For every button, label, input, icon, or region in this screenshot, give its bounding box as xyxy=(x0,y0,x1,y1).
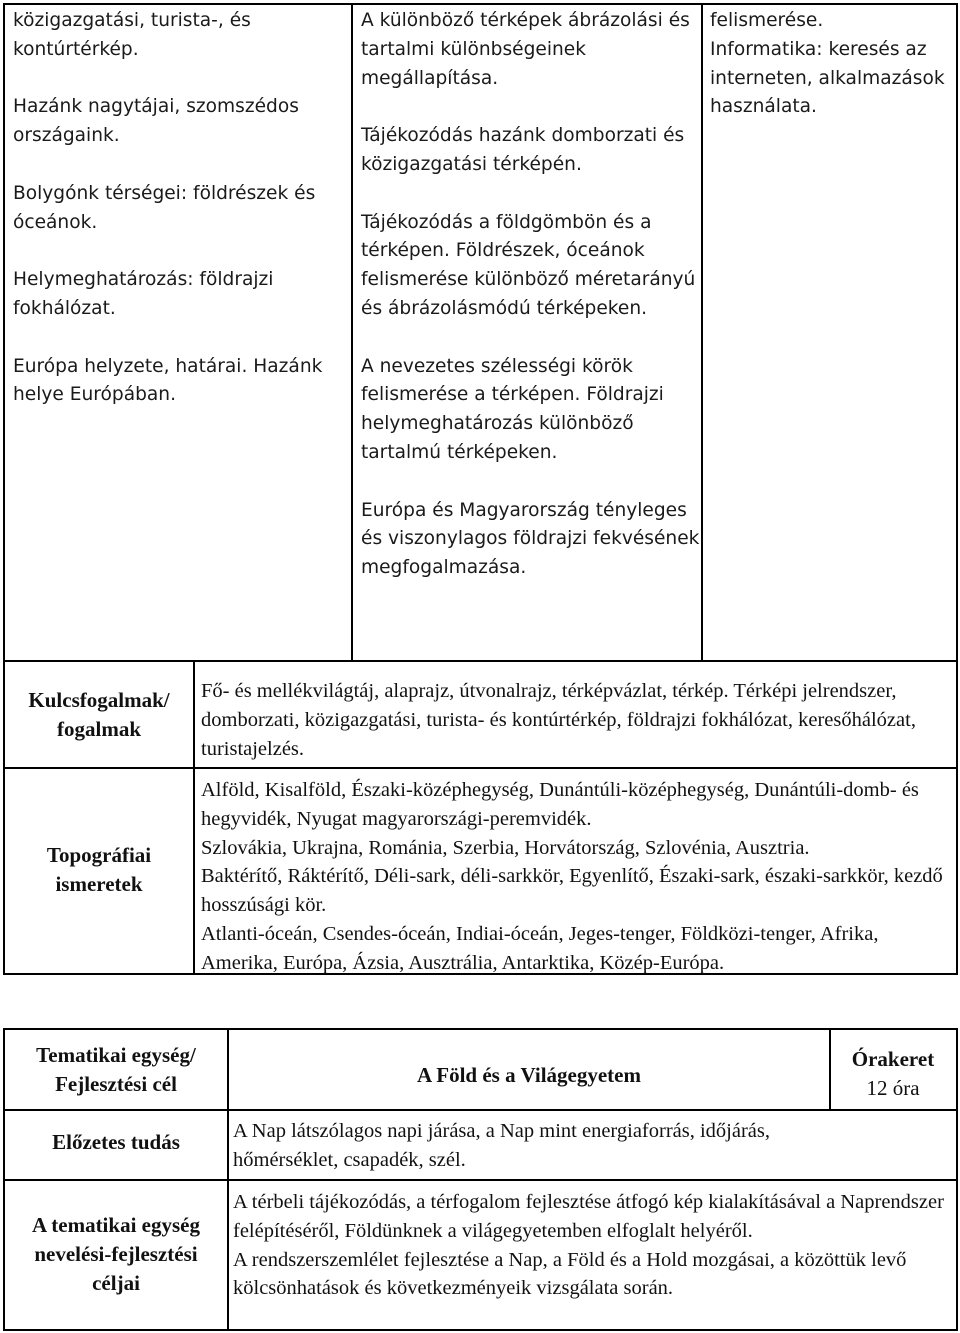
activity-paragraph: Tájékozódás a földgömbön és a térképen. Földrészek, óceánok felismerése különböző méretarányú és ábrázolásmódú térképeken. xyxy=(361,211,696,319)
column-divider xyxy=(193,660,195,975)
connections-column xyxy=(710,7,955,122)
table-border-right xyxy=(956,3,958,975)
content-paragraph: Bolygónk térségei: földrészek és óceánok. xyxy=(13,182,316,233)
connection-paragraph: felismerése. xyxy=(710,10,824,31)
content-paragraph: Helymeghatározás: földrajzi fokhálózat. xyxy=(13,269,274,319)
orakeret-label: Órakeret xyxy=(851,1047,935,1071)
celok-text xyxy=(233,1188,951,1303)
content-paragraph: közigazgatási, turista-, és kontúrtérkép. xyxy=(13,10,251,60)
connection-paragraph: Informatika: keresés az interneten, alkalmazások használata. xyxy=(710,38,945,118)
row-divider xyxy=(3,1179,958,1181)
row-divider xyxy=(3,1109,958,1111)
table-border-top xyxy=(3,1028,958,1030)
topo-line: Atlanti-óceán, Csendes-óceán, Indiai-óceán, Jeges-tenger, Földközi-tenger, Afrika, Amerika, Európa, Ázsia, Ausztrália, Antarktika, Közép-Európa. xyxy=(201,922,879,974)
table-border-left xyxy=(3,3,5,975)
unit-table xyxy=(3,1028,958,1331)
tematikai-egyseg-label: Tematikai egység/ Fejlesztési cél xyxy=(36,1043,196,1096)
activity-paragraph: Európa és Magyarország tényleges és viszonylagos földrajzi fekvésének megfogalmazása. xyxy=(361,499,700,579)
activity-paragraph: A nevezetes szélességi körök felismerése a térképen. Földrajzi helymeghatározás különböző tartalmú térképeken. xyxy=(361,355,664,463)
topo-line: Szlovákia, Ukrajna, Románia, Szerbia, Horvátország, Szlovénia, Ausztria. xyxy=(201,836,810,859)
orakeret-value: 12 óra xyxy=(866,1075,920,1100)
table-border-top xyxy=(3,3,958,5)
activities-column xyxy=(361,7,701,583)
topografiai-text xyxy=(201,776,953,978)
row-divider xyxy=(3,660,958,662)
elozetes-tudas-label: Előzetes tudás xyxy=(52,1130,180,1154)
content-paragraph: Hazánk nagytájai, szomszédos országaink. xyxy=(13,96,299,147)
column-divider xyxy=(701,3,703,661)
elozetes-tudas-text: A Nap látszólagos napi járása, a Nap mint energiaforrás, időjárás, hőmérséklet, csapadék, szél. xyxy=(233,1120,770,1171)
topo-line: Baktérítő, Ráktérítő, Déli-sark, déli-sarkkör, Egyenlítő, Északi-sark, északi-sarkkör, kezdő hosszúsági kör. xyxy=(201,865,943,917)
content-paragraph: Európa helyzete, határai. Hazánk helye Európában. xyxy=(13,355,323,406)
curriculum-table xyxy=(3,3,958,975)
row-divider xyxy=(3,767,958,769)
activity-paragraph: Tájékozódás hazánk domborzati és közigazgatási térképén. xyxy=(361,125,685,175)
content-column xyxy=(13,7,348,410)
unit-title: A Föld és a Világegyetem xyxy=(417,1063,641,1087)
celok-line: A rendszerszemlélet fejlesztése a Nap, a Föld és a Hold mozgásai, a közöttük levő kölcsönhatások és következményeik vizsgálata során. xyxy=(233,1248,907,1300)
kulcsfogalmak-text: Fő- és mellékvilágtáj, alaprajz, útvonalrajz, térképvázlat, térkép. Térképi jelrendszer, domborzati, közigazgatási, turista- és kontúrtérkép, földrajzi fokhálózat, keresőhálózat, turistajelzés. xyxy=(201,680,916,760)
orakeret xyxy=(831,1045,955,1103)
activity-paragraph: A különböző térképek ábrázolási és tartalmi különbségeinek megállapítása. xyxy=(361,10,690,89)
celok-line: A térbeli tájékozódás, a térfogalom fejlesztése átfogó kép kialakításával a Naprendszer felépítéséről, Földünknek a világegyetemben elfoglalt helyéről. xyxy=(233,1191,944,1242)
table-border-bottom xyxy=(3,1329,958,1331)
kulcsfogalmak-label: Kulcsfogalmak/ fogalmak xyxy=(28,688,170,741)
topografiai-label: Topográfiai ismeretek xyxy=(46,843,152,896)
column-divider xyxy=(351,3,353,661)
topo-line: Alföld, Kisalföld, Északi-középhegység, Dunántúli-középhegység, Dunántúli-domb- és hegyvidék, Nyugat magyarországi-peremvidék. xyxy=(201,779,919,830)
celok-label: A tematikai egység nevelési-fejlesztési céljai xyxy=(32,1213,200,1295)
